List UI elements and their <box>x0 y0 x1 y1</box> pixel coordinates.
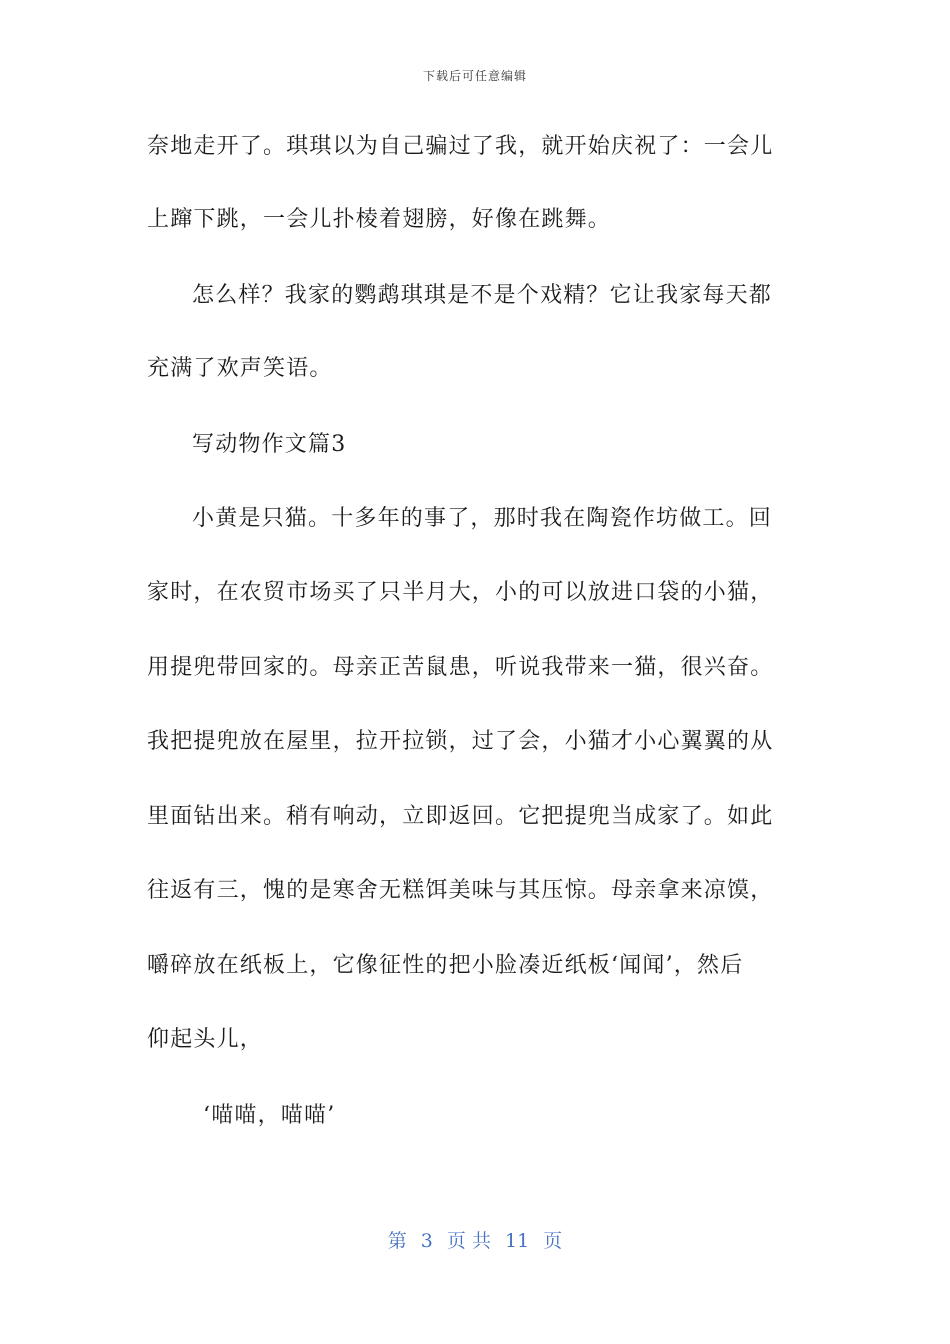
text-line: 怎么样？我家的鹦鹉琪琪是不是个戏精？它让我家每天都 <box>192 283 773 308</box>
text-line: 往返有三，愧的是寒舍无糕饵美味与其压惊。母亲拿来凉馍， <box>147 878 774 903</box>
text-line: 仰起头儿， <box>147 1027 264 1052</box>
page-footer <box>0 1226 950 1253</box>
text-line: 上蹿下跳，一会儿扑棱着翅膀，好像在跳舞。 <box>147 207 612 232</box>
text-line: 里面钻出来。稍有响动，立即返回。它把提兜当成家了。如此 <box>147 804 774 829</box>
footer-prefix: 第 <box>387 1230 407 1252</box>
footer-total-pages: 11 <box>505 1230 530 1252</box>
footer-current-page: 3 <box>420 1230 433 1252</box>
section-heading: 写动物作文篇3 <box>192 432 347 457</box>
text-line: 嚼碎放在纸板上，它像征性的把小脸凑近纸板‘闻闻’，然后 <box>147 953 744 978</box>
text-line: 小黄是只猫。十多年的事了，那时我在陶瓷作坊做工。回 <box>192 506 773 531</box>
page-header: 下载后可任意编辑 <box>422 69 527 83</box>
text-line: 充满了欢声笑语。 <box>147 356 333 381</box>
footer-middle: 页 共 <box>446 1230 491 1252</box>
text-line: 我把提兜放在屋里，拉开拉锁，过了会，小猫才小心翼翼的从 <box>147 729 774 754</box>
text-line: ‘喵喵，喵喵’ <box>203 1103 336 1128</box>
text-line: 奈地走开了。琪琪以为自己骗过了我，就开始庆祝了：一会儿 <box>147 134 774 159</box>
footer-suffix: 页 <box>543 1230 563 1252</box>
text-line: 家时，在农贸市场买了只半月大，小的可以放进口袋的小猫， <box>147 580 774 605</box>
text-line: 用提兜带回家的。母亲正苦鼠患，听说我带来一猫，很兴奋。 <box>147 655 774 680</box>
